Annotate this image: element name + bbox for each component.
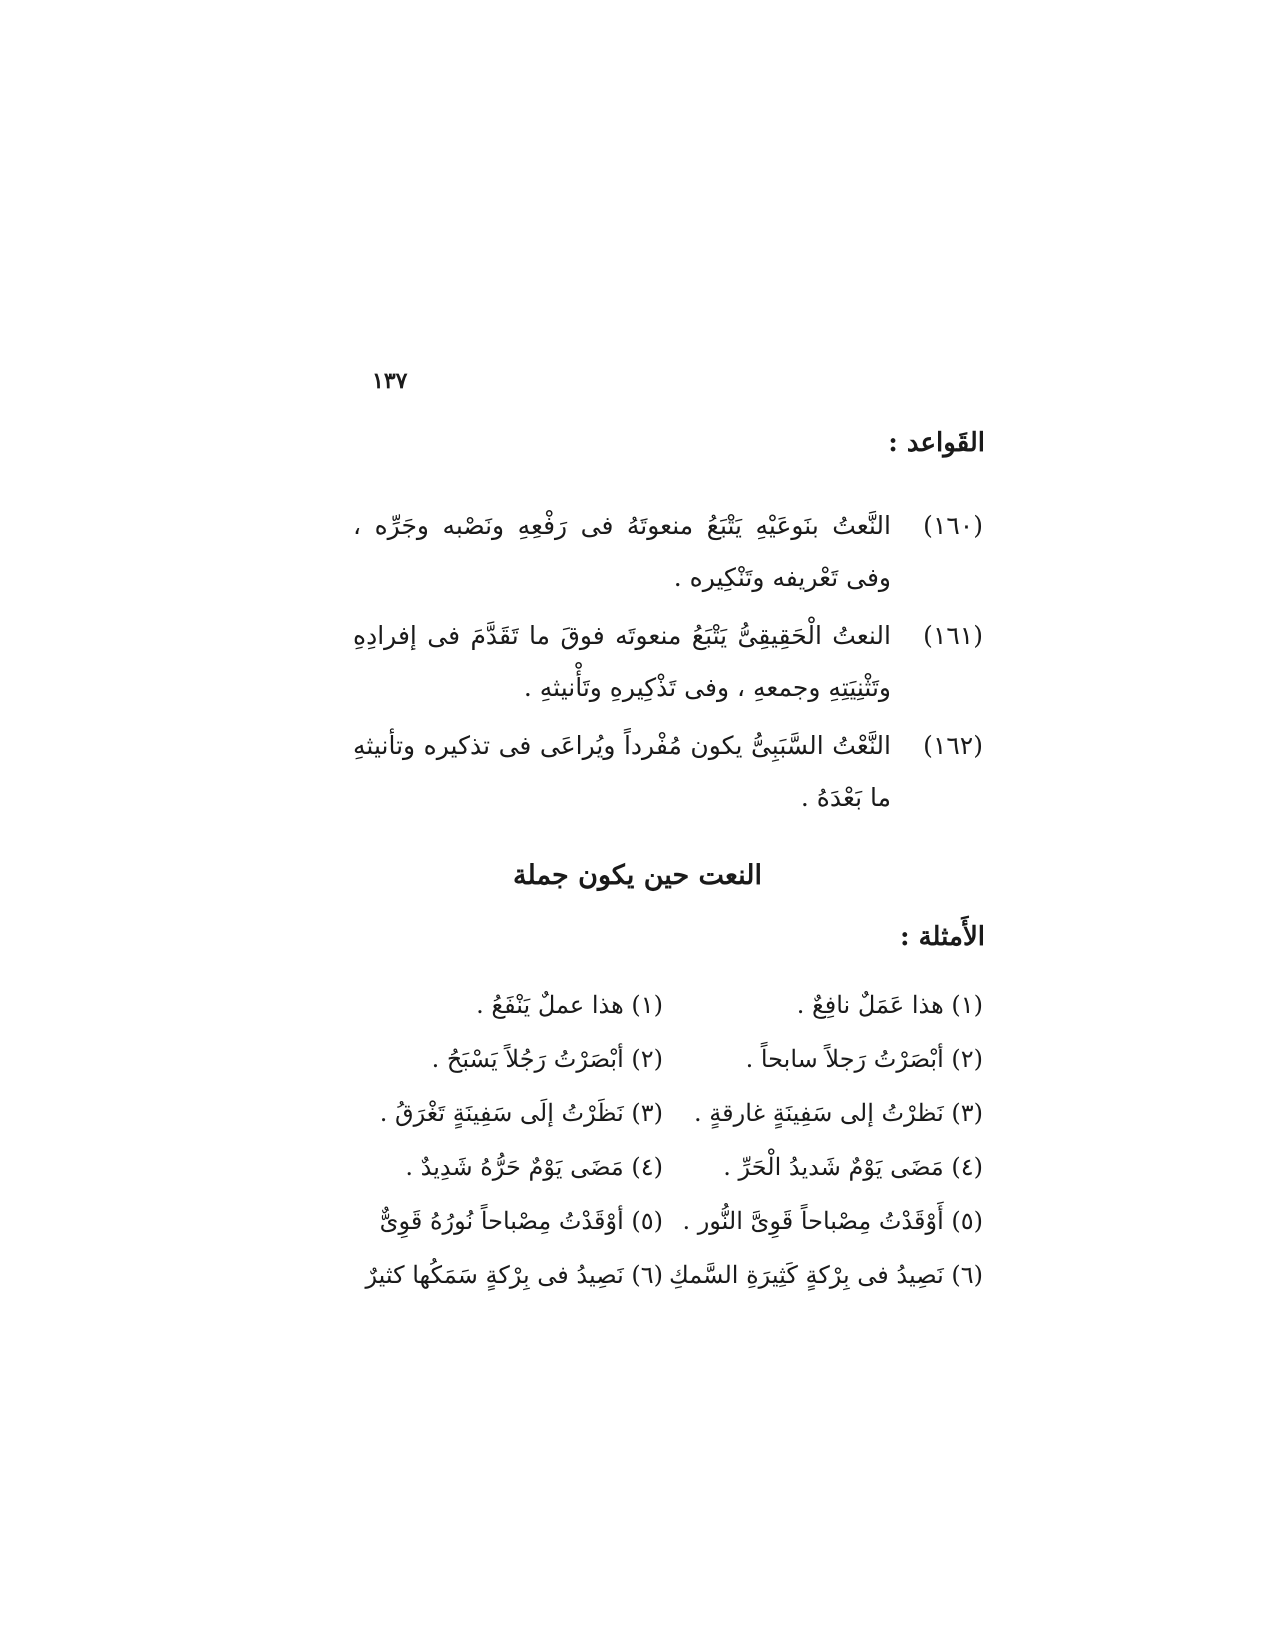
rule-text: النَّعْتُ السَّبَبِىُّ يكون مُفْرداً ويُراعَى فى تذكيره وتأنيثهِ ما بَعْدَهُ . (353, 731, 891, 812)
rule-item (353, 720, 983, 824)
example-item: (١) هذا عملٌ يَنْفَعُ . (476, 991, 663, 1019)
example-item: (٥) أَوْقَدْتُ مِصْباحاً قَوِىَّ النُّور . (682, 1207, 983, 1235)
rule-text: النعتُ الْحَقِيقِىُّ يَتْبَعُ منعوتَه فوقَ ما تَقَدَّمَ فى إفرادِهِ وتَثْنِيَتِهِ وجمعهِ ، وفى تَذْكِيرهِ وتَأْنيثهِ . (353, 621, 891, 702)
section-title: النعت حين يكون جملة (513, 860, 762, 891)
rules-heading: القَواعد : (888, 428, 985, 458)
examples-heading: الأَمثلة : (899, 922, 985, 952)
example-item: (١) هذا عَمَلٌ نافِعٌ . (796, 991, 983, 1019)
examples-grid (343, 978, 983, 1302)
rules-list (353, 500, 983, 830)
rule-item (353, 500, 983, 604)
example-item: (٥) أوْقَدْتُ مِصْباحاً نُورُهُ قَوِىٌّ (379, 1207, 663, 1235)
example-item: (٣) نَظَرْتُ إلَى سَفِينَةٍ تَغْرَقُ . (379, 1099, 663, 1127)
rule-text: النَّعتُ بنَوعَيْهِ يَتْبَعُ منعوتَهُ فى رَفْعِهِ ونَصْبه وجَرِّه ، وفى تَعْريفه وتَنْكِيره . (353, 511, 891, 592)
example-item: (٢) أبْصَرْتُ رَجُلاً يَسْبَحُ . (431, 1045, 663, 1073)
example-item: (٢) أبْصَرْتُ رَجلاً سابحاً . (745, 1045, 983, 1073)
rule-number: (١٦١) (923, 621, 983, 650)
example-item: (٦) نَصِيدُ فى بِرْكةٍ كَثِيرَةِ السَّمكِ (668, 1261, 983, 1289)
example-item: (٤) مَضَى يَوْمٌ حَرُّهُ شَدِيدٌ . (405, 1153, 663, 1181)
examples-column-sentence (343, 978, 663, 1302)
examples-column-adjective (668, 978, 983, 1302)
example-item: (٤) مَضَى يَوْمٌ شَديدُ الْحَرِّ . (723, 1153, 983, 1181)
page-number: ١٣٧ (372, 368, 408, 394)
rule-number: (١٦٠) (923, 511, 983, 540)
rule-item (353, 610, 983, 714)
rule-number: (١٦٢) (923, 731, 983, 760)
example-item: (٣) نَظرْتُ إلى سَفِينَةٍ غارقةٍ . (694, 1099, 983, 1127)
example-item: (٦) نَصِيدُ فى بِرْكةٍ سَمَكُها كثيرٌ (365, 1261, 663, 1289)
